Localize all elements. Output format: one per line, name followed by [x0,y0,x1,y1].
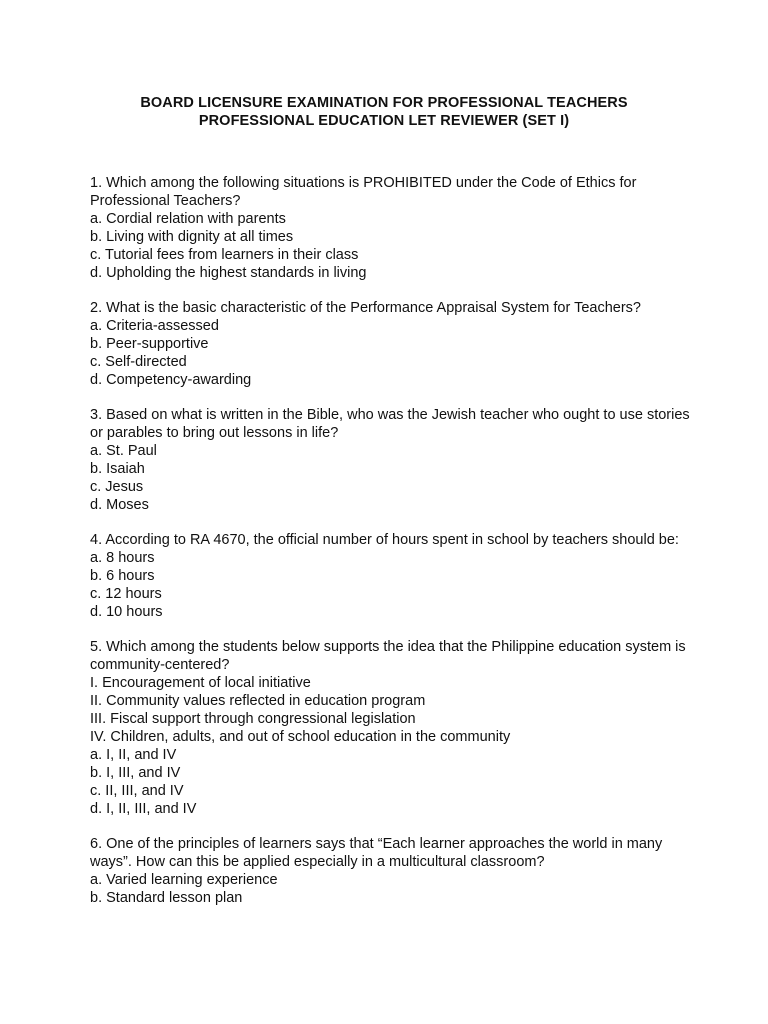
question-statement: III. Fiscal support through congressional legislation [90,711,416,727]
question-3 [90,406,690,514]
question-statement: II. Community values reflected in education program [90,693,426,709]
question-6 [90,835,690,907]
question-text: 3. Based on what is written in the Bible, who was the Jewish teacher who ought to use stories or parables to bring out lessons in life? [90,407,690,441]
question-statement: I. Encouragement of local initiative [90,675,311,691]
answer-choice: a. 8 hours [90,550,155,566]
question-text: 5. Which among the students below supports the idea that the Philippine education system is community-centered? [90,639,686,673]
question-list [90,174,690,924]
document-title [0,94,768,130]
answer-choice: b. Standard lesson plan [90,890,243,906]
answer-choice: b. I, III, and IV [90,765,181,781]
answer-choice: c. Jesus [90,479,144,495]
answer-choice: c. Tutorial fees from learners in their class [90,247,359,263]
answer-choice: a. Cordial relation with parents [90,211,286,227]
title-line-2: PROFESSIONAL EDUCATION LET REVIEWER (SET I) [198,113,570,129]
answer-choice: c. 12 hours [90,586,162,602]
title-line-1: BOARD LICENSURE EXAMINATION FOR PROFESSIONAL TEACHERS [140,95,628,111]
answer-choice: a. Varied learning experience [90,872,278,888]
answer-choice: b. Isaiah [90,461,145,477]
question-statement: IV. Children, adults, and out of school education in the community [90,729,511,745]
answer-choice: b. Living with dignity at all times [90,229,294,245]
answer-choice: b. Peer-supportive [90,336,209,352]
question-4 [90,531,690,621]
question-text: 6. One of the principles of learners says that “Each learner approaches the world in many ways”. How can this be applied especially in a multicultural classroom? [90,836,663,870]
question-5 [90,638,690,818]
answer-choice: b. 6 hours [90,568,155,584]
answer-choice: d. I, II, III, and IV [90,801,197,817]
answer-choice: c. Self-directed [90,354,187,370]
answer-choice: d. Upholding the highest standards in living [90,265,367,281]
answer-choice: a. St. Paul [90,443,157,459]
answer-choice: d. Moses [90,497,149,513]
answer-choice: a. I, II, and IV [90,747,177,763]
answer-choice: d. 10 hours [90,604,163,620]
question-text: 2. What is the basic characteristic of the Performance Appraisal System for Teachers? [90,300,641,316]
answer-choice: a. Criteria-assessed [90,318,219,334]
answer-choice: c. II, III, and IV [90,783,184,799]
question-1 [90,174,690,282]
question-text: 4. According to RA 4670, the official number of hours spent in school by teachers should be: [90,532,679,548]
question-text: 1. Which among the following situations is PROHIBITED under the Code of Ethics for Professional Teachers? [90,175,637,209]
answer-choice: d. Competency-awarding [90,372,252,388]
question-2 [90,299,690,389]
